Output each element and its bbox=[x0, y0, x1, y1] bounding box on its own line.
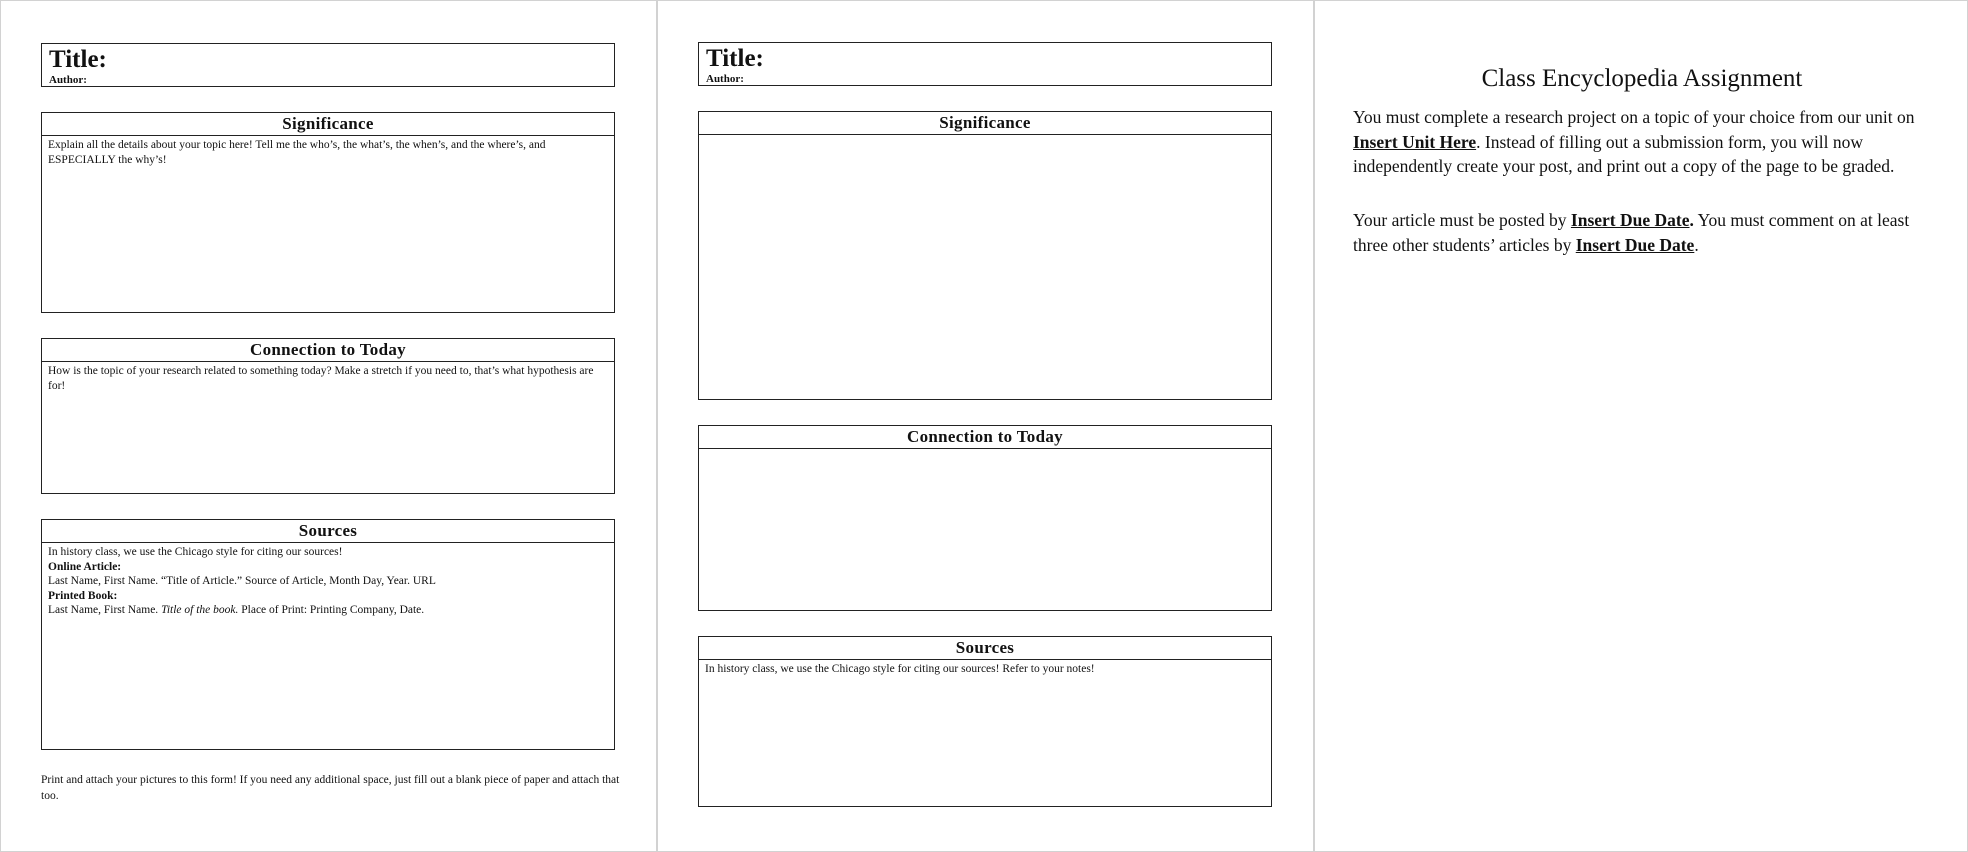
sources-box[interactable] bbox=[41, 519, 615, 750]
title-label: Title: bbox=[706, 45, 764, 72]
footer-note: Print and attach your pictures to this form! If you need any additional space, just fill out a blank piece of paper and attach that too. bbox=[41, 774, 620, 802]
connection-box[interactable] bbox=[698, 425, 1272, 611]
insert-unit-placeholder: Insert Unit Here bbox=[1353, 131, 1477, 152]
connection-body: How is the topic of your research related to something today? Make a stretch if you need to, that’s what hypothesis are for! bbox=[48, 365, 594, 392]
author-label: Author: bbox=[49, 74, 87, 86]
printed-book-format bbox=[48, 603, 608, 618]
significance-heading: Significance bbox=[42, 113, 614, 136]
para2-text-b: You must comment on at least three other students’ articles by bbox=[1353, 210, 1910, 255]
sources-heading: Sources bbox=[699, 637, 1271, 660]
printed-book-label: Printed Book: bbox=[48, 589, 118, 602]
document-page-2 bbox=[657, 0, 1314, 852]
para2-text-a: Your article must be posted by bbox=[1353, 210, 1571, 230]
connection-box[interactable] bbox=[41, 338, 615, 494]
significance-box[interactable] bbox=[41, 112, 615, 313]
title-label: Title: bbox=[49, 46, 107, 73]
connection-heading: Connection to Today bbox=[42, 339, 614, 362]
title-author-box[interactable] bbox=[41, 43, 615, 87]
assignment-heading: Class Encyclopedia Assignment bbox=[1481, 65, 1803, 92]
assignment-paragraph-1 bbox=[1353, 105, 1943, 179]
online-article-format: Last Name, First Name. “Title of Article.” Source of Article, Month Day, Year. URL bbox=[48, 575, 436, 587]
significance-heading: Significance bbox=[699, 112, 1271, 135]
para2-end: . bbox=[1694, 234, 1699, 255]
insert-due-date-placeholder-2: Insert Due Date bbox=[1575, 234, 1695, 255]
author-label: Author: bbox=[706, 73, 744, 85]
significance-body: Explain all the details about your topic here! Tell me the who’s, the what’s, the when’s, and the where’s, and ESPECIALLY the why’s! bbox=[48, 139, 546, 166]
online-article-label: Online Article: bbox=[48, 560, 122, 573]
printed-book-suffix: Place of Print: Printing Company, Date. bbox=[238, 604, 425, 616]
significance-box[interactable] bbox=[698, 111, 1272, 400]
sources-intro: In history class, we use the Chicago style for citing our sources! bbox=[48, 546, 343, 558]
connection-heading: Connection to Today bbox=[699, 426, 1271, 449]
para1-text-a: You must complete a research project on a topic of your choice from our unit on bbox=[1353, 107, 1915, 127]
printed-book-prefix: Last Name, First Name. bbox=[48, 604, 162, 616]
printed-book-title: Title of the book. bbox=[161, 604, 239, 616]
sources-body bbox=[42, 543, 614, 620]
sources-body: In history class, we use the Chicago style for citing our sources! Refer to your notes! bbox=[705, 663, 1095, 675]
sources-box[interactable] bbox=[698, 636, 1272, 807]
title-author-box[interactable] bbox=[698, 42, 1272, 86]
para2-period: . bbox=[1689, 210, 1694, 230]
para1-text-b: . Instead of filling out a submission form, you will now independently create your post, and print out a copy of the page to be graded. bbox=[1353, 131, 1895, 176]
document-page-3 bbox=[1314, 0, 1968, 852]
document-page-1 bbox=[0, 0, 657, 852]
insert-due-date-placeholder-1: Insert Due Date bbox=[1570, 210, 1690, 230]
sources-heading: Sources bbox=[42, 520, 614, 543]
assignment-paragraph-2 bbox=[1353, 208, 1943, 257]
